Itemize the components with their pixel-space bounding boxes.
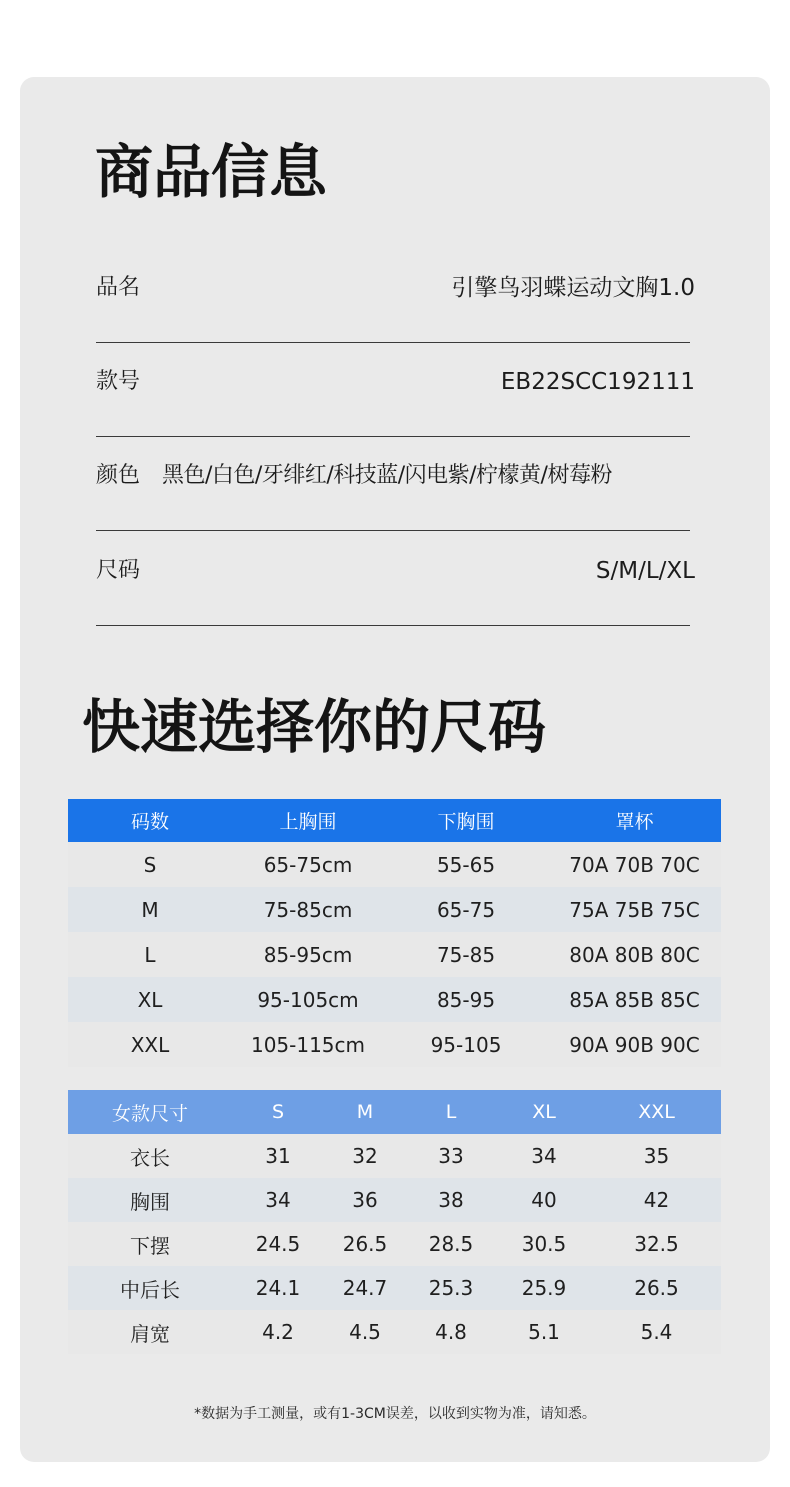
- table-cell: 42: [592, 1178, 721, 1222]
- table-cell: M: [68, 887, 232, 932]
- table-row: [68, 1178, 721, 1222]
- table-header-row: [68, 1090, 721, 1134]
- table-cell: 55-65: [384, 842, 548, 887]
- table-cell: 32.5: [592, 1222, 721, 1266]
- table-cell: 75-85: [384, 932, 548, 977]
- table-cell: XL: [68, 977, 232, 1022]
- column-header: 罩杯: [548, 799, 721, 842]
- info-value-colors: 黑色/白色/牙绯红/科技蓝/闪电紫/柠檬黄/树莓粉: [162, 463, 612, 488]
- table-cell: 肩宽: [68, 1310, 232, 1354]
- table-cell: 34: [496, 1134, 592, 1178]
- table-cell: 下摆: [68, 1222, 232, 1266]
- table-cell: 24.7: [324, 1266, 406, 1310]
- info-label-sizes: 尺码: [96, 558, 141, 583]
- info-row-sizes: [96, 532, 693, 626]
- column-header: 女款尺寸: [68, 1090, 232, 1134]
- table-cell: 35: [592, 1134, 721, 1178]
- table-cell: 4.2: [232, 1310, 324, 1354]
- info-label-style-number: 款号: [96, 369, 141, 394]
- table-cell: 65-75cm: [232, 842, 384, 887]
- info-value-style-number: EB22SCC192111: [500, 369, 695, 395]
- table-row: [68, 887, 721, 932]
- table-cell: 衣长: [68, 1134, 232, 1178]
- table-cell: 95-105: [384, 1022, 548, 1067]
- table-row: [68, 1134, 721, 1178]
- info-row-style-number: [96, 343, 693, 437]
- table-cell: 25.3: [406, 1266, 496, 1310]
- table-row: [68, 1266, 721, 1310]
- table-cell: 36: [324, 1178, 406, 1222]
- table-row: [68, 842, 721, 887]
- table-cell: 40: [496, 1178, 592, 1222]
- table-cell: 70A 70B 70C: [548, 842, 721, 887]
- table-cell: L: [68, 932, 232, 977]
- table-cell: 4.5: [324, 1310, 406, 1354]
- table-cell: XXL: [68, 1022, 232, 1067]
- table-cell: 38: [406, 1178, 496, 1222]
- divider: [96, 530, 690, 531]
- column-header: 下胸围: [384, 799, 548, 842]
- table-cell: 75A 75B 75C: [548, 887, 721, 932]
- table-row: [68, 977, 721, 1022]
- table-cell: 65-75: [384, 887, 548, 932]
- product-info-card: [20, 77, 770, 1462]
- bra-size-table: [68, 799, 721, 1067]
- table-cell: 85-95: [384, 977, 548, 1022]
- table-cell: 105-115cm: [232, 1022, 384, 1067]
- table-cell: 90A 90B 90C: [548, 1022, 721, 1067]
- measurement-disclaimer: *数据为手工测量，或有1-3CM误差，以收到实物为准，请知悉。: [194, 1406, 596, 1422]
- info-label-name: 品名: [96, 275, 141, 300]
- table-cell: 24.1: [232, 1266, 324, 1310]
- table-cell: 25.9: [496, 1266, 592, 1310]
- table-cell: 24.5: [232, 1222, 324, 1266]
- column-header: L: [406, 1090, 496, 1134]
- garment-measurement-table: [68, 1090, 721, 1354]
- table-cell: 26.5: [324, 1222, 406, 1266]
- table-cell: 31: [232, 1134, 324, 1178]
- table-cell: 85-95cm: [232, 932, 384, 977]
- column-header: XXL: [592, 1090, 721, 1134]
- table-cell: 28.5: [406, 1222, 496, 1266]
- table-row: [68, 1222, 721, 1266]
- divider: [96, 625, 690, 626]
- column-header: XL: [496, 1090, 592, 1134]
- table-header-row: [68, 799, 721, 842]
- table-cell: 34: [232, 1178, 324, 1222]
- table-cell: 5.4: [592, 1310, 721, 1354]
- table-cell: 75-85cm: [232, 887, 384, 932]
- table-cell: 5.1: [496, 1310, 592, 1354]
- table-cell: 胸围: [68, 1178, 232, 1222]
- column-header: 上胸围: [232, 799, 384, 842]
- table-cell: 80A 80B 80C: [548, 932, 721, 977]
- table-cell: S: [68, 842, 232, 887]
- table-cell: 26.5: [592, 1266, 721, 1310]
- table-cell: 85A 85B 85C: [548, 977, 721, 1022]
- table-row: [68, 1310, 721, 1354]
- table-cell: 95-105cm: [232, 977, 384, 1022]
- table-cell: 33: [406, 1134, 496, 1178]
- info-row-colors: [96, 437, 693, 531]
- table-row: [68, 1022, 721, 1067]
- column-header: S: [232, 1090, 324, 1134]
- info-label-colors: 颜色: [96, 463, 141, 488]
- product-info-title: 商品信息: [95, 138, 328, 206]
- column-header: 码数: [68, 799, 232, 842]
- table-cell: 30.5: [496, 1222, 592, 1266]
- size-guide-title: 快速选择你的尺码: [82, 693, 547, 761]
- table-cell: 中后长: [68, 1266, 232, 1310]
- table-cell: 4.8: [406, 1310, 496, 1354]
- info-value-sizes: S/M/L/XL: [595, 558, 695, 584]
- column-header: M: [324, 1090, 406, 1134]
- info-value-name: 引擎鸟羽蝶运动文胸1.0: [451, 275, 695, 301]
- table-row: [68, 932, 721, 977]
- info-row-name: [96, 249, 693, 343]
- table-cell: 32: [324, 1134, 406, 1178]
